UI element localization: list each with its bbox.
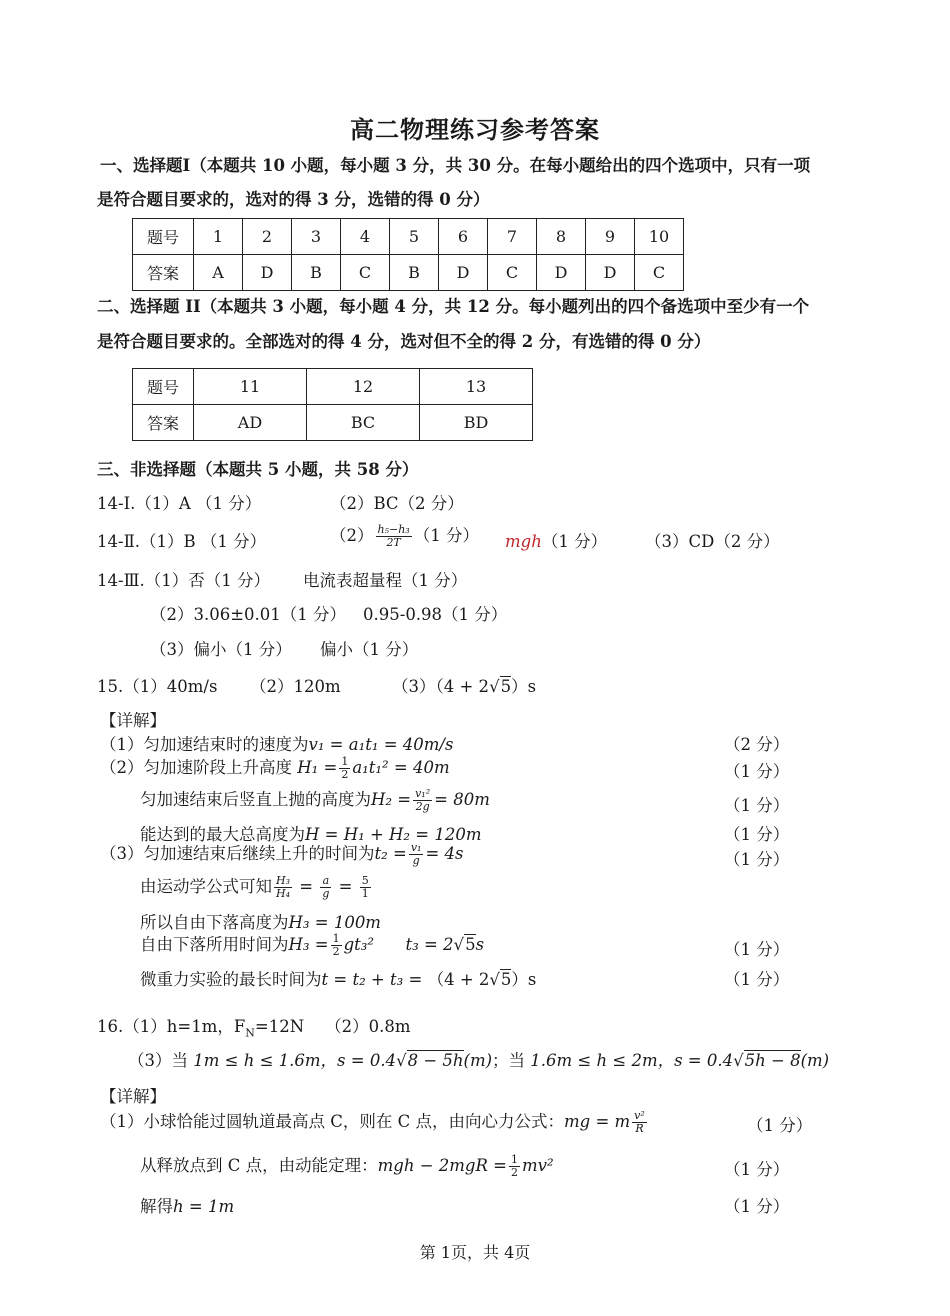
numerator: 1 (341, 755, 349, 768)
formula: t₂ = (374, 844, 407, 863)
formula: t₃ = 2 (405, 935, 454, 954)
q15-step7 (140, 909, 381, 933)
text: （1）小球恰能过圆轨道最高点 C，则在 C 点，由向心力公式： (100, 1112, 564, 1131)
formula: h = 1m (173, 1197, 235, 1216)
text: （2）0.8m (325, 1017, 411, 1036)
q15-step3 (140, 786, 490, 813)
answer-cell: BC (307, 405, 420, 441)
q14-1-part2: （2）BC（2 分） (330, 494, 464, 513)
question-number: 5 (390, 219, 439, 255)
question-number: 1 (194, 219, 243, 255)
q14-2-part1: 14-Ⅱ.（1）B （1 分） (97, 532, 267, 551)
red-correction: mgh (505, 532, 542, 551)
q16-line2: （3）当 1m ≤ h ≤ 1.6m，s = 0.4√8 − 5h(m)；当 1.6m ≤ h ≤ 2m，s = 0.4√5h − 8(m) (128, 1051, 830, 1070)
formula: s (475, 935, 485, 954)
text: 由运动学公式可知 (140, 877, 272, 896)
section1-answer-table (132, 218, 684, 291)
score: （1 分） (724, 850, 790, 869)
radicand: 5h − 8 (744, 1051, 801, 1070)
text: ）s (511, 677, 537, 696)
table-row (133, 255, 684, 291)
fraction (409, 842, 424, 867)
radicand: 8 − 5h (407, 1051, 464, 1070)
text: （3）匀加速结束后继续上升的时间为 (100, 844, 375, 863)
formula: = 4s (425, 844, 464, 863)
table-row (133, 369, 533, 405)
text: 自由下落所用时间为 (140, 935, 289, 954)
formula: H₂ = (371, 790, 412, 809)
formula: 1m ≤ h ≤ 1.6m，s = 0.4 (193, 1051, 397, 1070)
formula: (m) (463, 1051, 493, 1070)
question-number: 4 (341, 219, 390, 255)
numerator: 1 (332, 932, 340, 945)
table-row (133, 219, 684, 255)
denominator: 2 (341, 768, 349, 781)
answer-cell: D (586, 255, 635, 291)
section2-instructions-line2: 是符合题目要求的。全部选对的得 4 分，选对但不全的得 2 分，有选错的得 0 分） (97, 332, 711, 351)
question-number: 2 (243, 219, 292, 255)
score: （1 分） (747, 1116, 813, 1135)
question-number: 12 (307, 369, 420, 405)
q15-step5 (100, 840, 464, 867)
q15-part1: 15.（1）40m/s (97, 677, 218, 696)
answer-cell: D (537, 255, 586, 291)
q14-3-line1a: 14-Ⅲ.（1）否（1 分） (97, 571, 270, 590)
q14-3-line2b: 0.95-0.98（1 分） (363, 605, 508, 624)
numerator: h₅−h₃ (377, 523, 410, 536)
formula: mg = m (563, 1112, 631, 1131)
section2-answer-table (132, 368, 533, 441)
text: 从释放点到 C 点，由动能定理： (140, 1156, 378, 1175)
formula: mv² (521, 1156, 554, 1175)
q14-2-part2 (330, 522, 479, 549)
formula: gt₃² (343, 935, 374, 954)
fraction (509, 1154, 520, 1179)
q14-3-line2a: （2）3.06±0.01（1 分） (150, 605, 347, 624)
text: ）s (511, 970, 537, 989)
text: （1）匀加速结束时的速度为 (100, 735, 309, 754)
formula: a₁t₁² = 40m (352, 758, 450, 777)
score: （1 分） (724, 762, 790, 781)
section1-instructions-line1: 一、选择题I（本题共 10 小题，每小题 3 分，共 30 分。在每小题给出的四个选项中，只有一项 (100, 156, 811, 175)
denominator: 1 (361, 887, 369, 900)
text: 匀加速结束后竖直上抛的高度为 (140, 790, 371, 809)
subscript: N (245, 1026, 255, 1040)
text: ；当 (492, 1051, 526, 1070)
numerator: 5 (361, 874, 369, 887)
question-number: 7 (488, 219, 537, 255)
question-number: 3 (292, 219, 341, 255)
formula: H = H₁ + H₂ = 120m (305, 825, 482, 844)
score: （1 分） (724, 940, 790, 959)
q16-detail-heading: 【详解】 (100, 1087, 166, 1106)
q14-2-part3: （3）CD（2 分） (645, 532, 780, 551)
q14-2-part2-prefix: （2） (330, 526, 374, 545)
score: （1 分） (724, 1197, 790, 1216)
q15-part3: （3）（4 + 2√5）s (392, 677, 537, 696)
formula: mgh − 2mgR = (377, 1156, 507, 1175)
answer-cell: D (243, 255, 292, 291)
text: （4 + 2 (427, 970, 490, 989)
text: =12N (254, 1017, 305, 1036)
q16-line1 (97, 1013, 411, 1039)
denominator: 2 (332, 945, 340, 958)
question-number: 13 (420, 369, 533, 405)
denominator: 2T (386, 536, 401, 549)
table-answer-label: 答案 (133, 405, 194, 441)
answer-cell: B (292, 255, 341, 291)
text: （2）匀加速阶段上升高度 (100, 758, 292, 777)
radicand: 5 (500, 677, 512, 696)
denominator: g (322, 887, 330, 900)
numerator: a (320, 875, 331, 888)
numerator: H₃ (276, 874, 291, 887)
q15-step6: 由运动学公式可知 $\frac{\text{H₃}}{\text{H₄}}$ = $\frac{a}{g}$ = $\frac{5}{1}$ (140, 874, 369, 900)
formula: H₃ = (288, 935, 329, 954)
q14-3-line1b: 电流表超量程（1 分） (303, 571, 468, 590)
radicand: 5 (465, 935, 476, 954)
q14-1-part1: 14-Ⅰ.（1）A （1 分） (97, 494, 262, 513)
q15-step1 (100, 731, 453, 755)
score: （1 分） (724, 1160, 790, 1179)
q16-step2 (140, 1152, 554, 1179)
q16-step3 (140, 1193, 234, 1217)
q15-part2: （2）120m (250, 677, 341, 696)
fraction (413, 788, 432, 813)
denominator: R (635, 1122, 644, 1135)
denominator: g (412, 854, 420, 867)
question-number: 6 (439, 219, 488, 255)
table-header-label: 题号 (133, 219, 194, 255)
denominator: 2g (415, 800, 430, 813)
question-number: 11 (194, 369, 307, 405)
formula: v₁ = a₁t₁ = 40m/s (308, 735, 454, 754)
q15-detail-heading: 【详解】 (100, 711, 166, 730)
answer-cell: AD (194, 405, 307, 441)
numerator: v₁ (410, 841, 422, 854)
table-header-label: 题号 (133, 369, 194, 405)
answer-cell: D (439, 255, 488, 291)
formula: H₁ = (297, 758, 338, 777)
fraction (360, 875, 371, 900)
q14-3-line3a: （3）偏小（1 分） (150, 640, 292, 659)
numerator: 1 (510, 1153, 518, 1166)
fraction (339, 756, 350, 781)
fraction (376, 524, 412, 549)
answer-cell: BD (420, 405, 533, 441)
table-row (133, 405, 533, 441)
score: （2 分） (724, 735, 790, 754)
page-footer: 第 1页，共 4页 (419, 1243, 531, 1262)
numerator: v² (634, 1109, 645, 1122)
page-title: 高二物理练习参考答案 (350, 115, 600, 144)
numerator: v₁² (415, 787, 431, 800)
fraction (320, 875, 331, 900)
q16-step1 (100, 1108, 649, 1135)
fraction (274, 875, 292, 900)
radicand: 5 (500, 970, 512, 989)
answer-cell: A (194, 255, 243, 291)
answer-cell: C (635, 255, 684, 291)
formula: (m) (800, 1051, 830, 1070)
score: （1 分） (413, 526, 479, 545)
question-number: 9 (586, 219, 635, 255)
fraction (632, 1110, 647, 1135)
score: （1 分） (724, 825, 790, 844)
text: 能达到的最大总高度为 (140, 825, 305, 844)
q14-2-handwritten (505, 528, 607, 552)
text: 16.（1）h=1m，F (97, 1017, 246, 1036)
section1-instructions-line2: 是符合题目要求的，选对的得 3 分，选错的得 0 分） (97, 190, 490, 209)
section3-heading: 三、非选择题（本题共 5 小题，共 58 分） (97, 460, 419, 479)
question-number: 8 (537, 219, 586, 255)
text: （3）（4 + 2 (392, 677, 490, 696)
text: 所以自由下落高度为 (140, 913, 289, 932)
q15-step2 (100, 754, 450, 781)
formula: t = t₂ + t₃ = (321, 970, 423, 989)
text: 微重力实验的最长时间为 (140, 970, 322, 989)
score: （1 分） (541, 532, 608, 551)
formula: 1.6m ≤ h ≤ 2m，s = 0.4 (530, 1051, 734, 1070)
denominator: H₄ (276, 887, 291, 900)
question-number: 10 (635, 219, 684, 255)
score: （1 分） (724, 970, 790, 989)
formula: H₃ = 100m (288, 913, 381, 932)
fraction (331, 933, 342, 958)
score: （1 分） (724, 796, 790, 815)
q15-step9: 微重力实验的最长时间为t = t₂ + t₃ = （4 + 2√5）s (140, 970, 537, 989)
text: 解得 (140, 1197, 173, 1216)
formula: = 80m (434, 790, 490, 809)
q15-step8: 自由下落所用时间为H₃ = $\frac{1}{2}$ gt₃² t₃ = 2√5s (140, 932, 485, 958)
text: （3）当 (128, 1051, 188, 1070)
answer-cell: B (390, 255, 439, 291)
table-answer-label: 答案 (133, 255, 194, 291)
q14-3-line3b: 偏小（1 分） (320, 640, 419, 659)
section2-instructions-line1: 二、选择题 II（本题共 3 小题，每小题 4 分，共 12 分。每小题列出的四个备选项中至少有一个 (97, 297, 810, 316)
denominator: 2 (510, 1166, 518, 1179)
answer-cell: C (488, 255, 537, 291)
answer-cell: C (341, 255, 390, 291)
